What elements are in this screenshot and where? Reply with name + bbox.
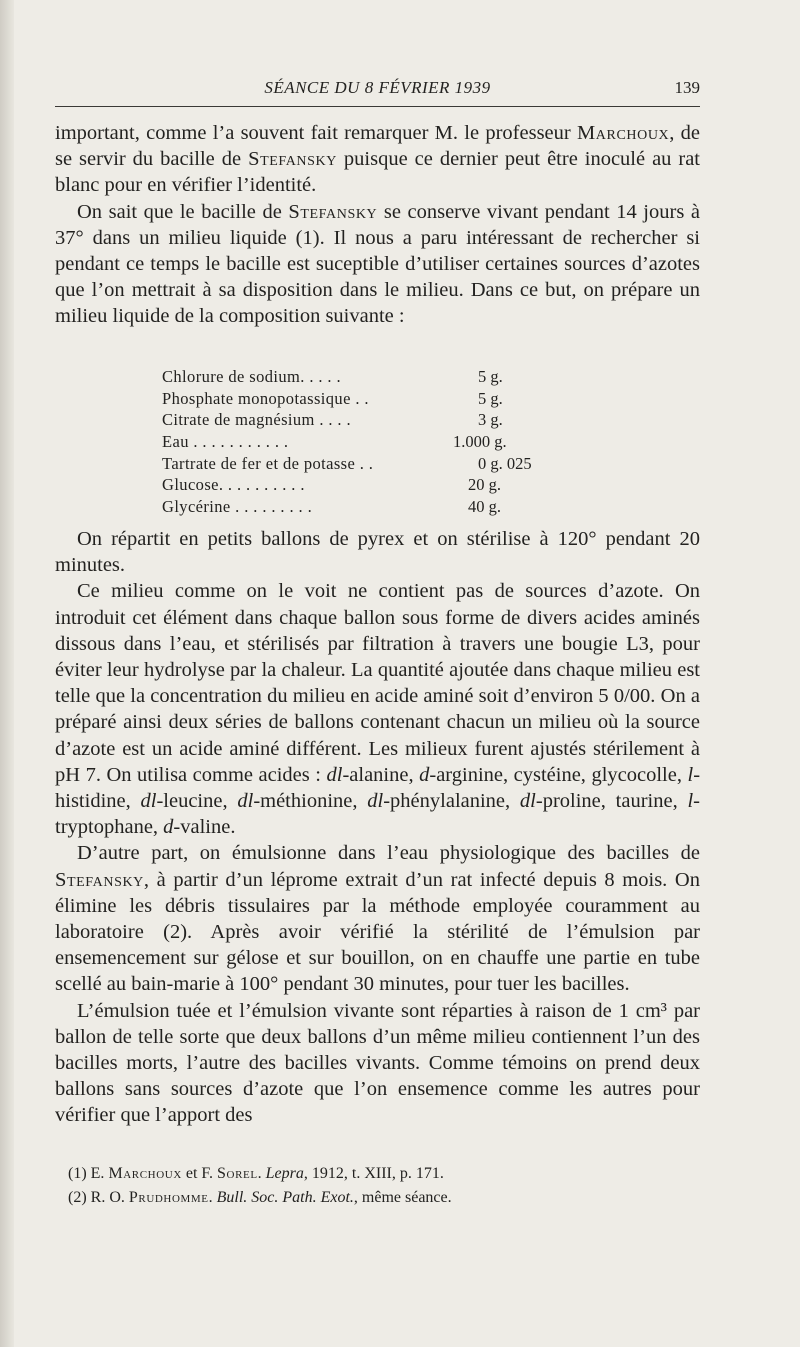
paragraph-emulsion [55,840,700,997]
paragraph-sterilisation: On répartit en petits ballons de pyrex et on stérilise à 120° pendant 20 minutes. [55,528,700,577]
text-run: . [257,1165,266,1182]
amino-acid-name: -histidine, [55,763,701,813]
table-row [162,496,622,518]
isomer-prefix: l [687,790,694,813]
text-run: On sait que le bacille de [77,200,289,223]
amino-acid-name: -tryptophane, [55,790,700,839]
isomer-prefix: dl [140,790,157,813]
amino-acid-name: -méthionine, [253,790,368,813]
isomer-prefix: dl [519,790,536,813]
text-run: D’autre part, on émulsionne dans l’eau physiologique des bacilles de [77,842,700,865]
footnote-number: (2) [68,1189,87,1206]
footnote-2 [68,1186,708,1210]
isomer-prefix: d [419,763,430,786]
ingredient-name: Eau . . . . . . . . . . . [162,432,289,452]
text-run: puisque ce dernier peut être inoculé au rat blanc pour en vérifier l’identité. [55,148,701,197]
header-title: SÉANCE DU 8 FÉVRIER 1939 [264,78,491,97]
isomer-prefix: dl [237,790,254,813]
author-name: Stefansky [288,200,378,223]
amino-acid-name: -proline, taurine, [535,790,688,813]
ingredient-name: Tartrate de fer et de potasse . . [162,453,374,473]
footnote-1 [68,1162,708,1186]
page-binding-edge [0,0,14,1347]
header-rule [55,106,700,107]
body-text-bottom [55,526,700,1129]
footnote-number: (1) [68,1165,87,1182]
text-run: . [208,1189,217,1206]
ingredient-quantity: 5 g. [478,367,503,386]
table-row [162,453,622,475]
ingredient-name: Glycérine . . . . . . . . . [162,497,313,517]
ingredient-quantity: 5 g. [478,388,503,408]
paragraph-amino-acids [55,578,700,840]
author-name: Sorel [217,1165,258,1182]
table-row [162,431,622,453]
amino-acid-name: -alanine, [342,763,420,786]
table-row [162,366,622,388]
isomer-prefix: dl [326,763,343,786]
text-run: , de se servir du bacille de [55,122,700,171]
text-run: et F. [181,1165,218,1182]
ingredient-name: Chlorure de sodium. . . . . [162,367,341,386]
ingredient-name: Citrate de magnésium . . . . [162,410,351,430]
running-header [55,78,700,102]
paragraph-distribution: L’émulsion tuée et l’émulsion vivante sont réparties à raison de 1 cm³ par ballon de telle sorte que deux ballons d’un même milieu contiennent l’un des bacilles morts, l’autre des bacilles vivants. Comme témoins on prend deux ballons sans sources d’azote que l’on ensemence comme les autres pour vérifier que l’apport des [55,999,700,1127]
composition-table [162,366,622,518]
amino-acid-name: -arginine, cystéine, glycocolle, [429,763,688,786]
isomer-prefix: l [687,763,694,786]
text-run: important, comme l’a souvent fait remarquer M. le professeur [55,122,577,144]
journal-title: Bull. Soc. Path. Exot. [216,1189,354,1206]
author-name: Marchoux [108,1165,182,1182]
author-name: Marchoux [576,122,670,144]
isomer-prefix: d [163,816,174,839]
ingredient-quantity: 0 g. 025 [478,453,532,473]
isomer-prefix: dl [367,790,384,813]
amino-acid-name: -phénylalanine, [383,790,520,813]
text-run: E. [90,1165,109,1182]
author-name: Prudhomme [128,1189,209,1206]
author-name: Stefansky [55,868,144,891]
table-row [162,388,622,410]
page-number: 139 [674,78,700,97]
ingredient-quantity: 20 g. [468,475,501,495]
journal-title: Lepra [265,1165,304,1182]
ingredient-quantity: 3 g. [478,410,503,430]
footnotes [68,1162,708,1210]
ingredient-name: Glucose. . . . . . . . . . [162,475,305,495]
paragraph-2 [55,199,700,330]
text-run: , même séance. [353,1189,452,1206]
text-run: , 1912, t. XIII, p. 171. [303,1165,444,1182]
text-run: Ce milieu comme on le voit ne contient pas de sources d’azote. On introduit cet élément dans chaque ballon sous forme de divers acides aminés dissous dans l’eau, et stérilisés par filtration à travers une bougie L3, pour éviter leur hydrolyse par la chaleur. La quantité ajoutée dans chaque milieu est telle que la concentration du milieu en acide aminé soit d’environ 5 0/00. On a préparé ainsi deux séries de ballons contenant chacun un milieu où la source d’azote est un acide aminé différent. Les milieux furent ajustés stérilement à pH 7. On utilisa comme acides : [55,580,700,786]
amino-acid-name: -leucine, [156,790,238,813]
text-run: R. O. [90,1189,129,1206]
ingredient-quantity: 40 g. [468,497,501,517]
paragraph-1 [55,120,700,199]
text-run: , à partir d’un léprome extrait d’un rat infecté depuis 8 mois. On élimine les débris tissulaires par la méthode employée couramment au laboratoire (2). Après avoir vérifié la stérilité de l’émulsion par ensemencement sur gélose et sur bouillon, on en chauffe une partie en tube scellé au bain-marie à 100° pendant 30 minutes, pour tuer les bacilles. [55,868,700,996]
ingredient-name: Phosphate monopotassique . . [162,388,369,408]
author-name: Stefansky [248,148,337,171]
amino-acid-name: -valine. [173,816,236,839]
table-row [162,474,622,496]
body-text-top [55,120,700,330]
table-row [162,409,622,431]
ingredient-quantity: 1.000 g. [453,432,507,452]
text-run: se conserve vivant pendant 14 jours à 37° dans un milieu liquide (1). Il nous a paru intéressant de rechercher si pendant ce temps le bacille est suceptible d’utiliser certaines sources d’azotes que l’on mettrait à sa disposition dans le milieu. Dans ce but, on prépare un milieu liquide de la composition suivante : [55,200,700,328]
